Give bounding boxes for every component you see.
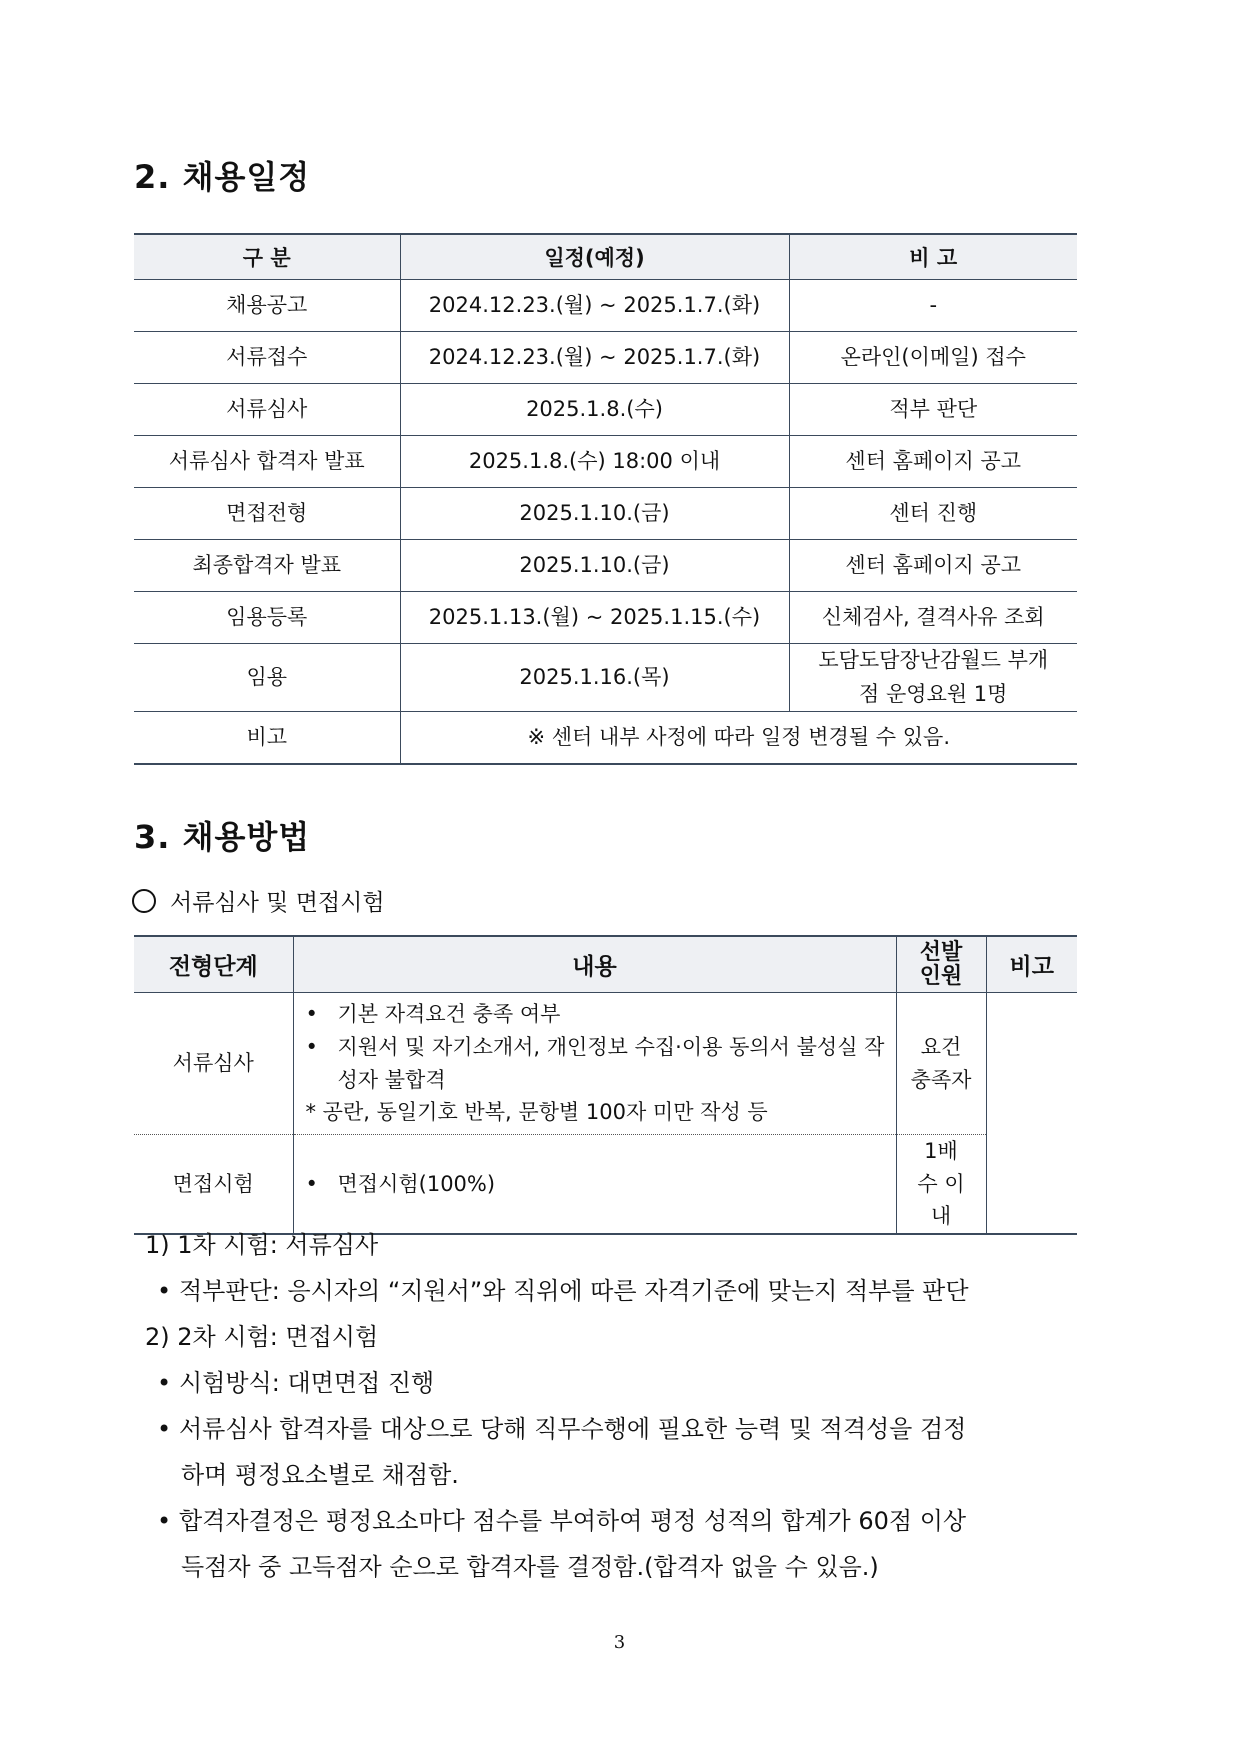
exam-step-2-bullet — [145, 1360, 1085, 1406]
schedule-header-row — [134, 234, 1077, 280]
method-row-interview — [134, 1135, 1077, 1234]
header-category: 구 분 — [134, 234, 400, 280]
schedule-remark: - — [789, 280, 1077, 332]
method-stage: 면접시험 — [172, 1171, 254, 1196]
exam-step-1: 1) 1차 시험: 서류심사 — [145, 1231, 379, 1259]
schedule-date: 2025.1.10.(금) — [400, 488, 789, 540]
schedule-row — [134, 644, 1077, 712]
method-header-row — [134, 936, 1077, 993]
schedule-category: 서류접수 — [134, 332, 400, 384]
schedule-date: 2025.1.13.(월) ~ 2025.1.15.(수) — [400, 592, 789, 644]
schedule-row — [134, 436, 1077, 488]
schedule-table — [134, 233, 1077, 765]
method-row-document — [134, 993, 1077, 1135]
page-number: 3 — [613, 1632, 626, 1653]
bullet-text: 적부판단: 응시자의 “지원서”와 직위에 따른 자격기준에 맞는지 적부를 판단 — [179, 1277, 969, 1305]
content-bullet: • 지원서 및 자기소개서, 개인정보 수집·이용 동의서 불성실 작성자 불합격 — [304, 1031, 890, 1096]
content-bullet: • 기본 자격요건 충족 여부 — [304, 998, 890, 1031]
schedule-remark: 센터 홈페이지 공고 — [789, 540, 1077, 592]
schedule-date: 2025.1.8.(수) 18:00 이내 — [400, 436, 789, 488]
method-subtitle — [132, 884, 385, 917]
exam-step-2-bullet — [145, 1406, 1085, 1452]
header-remark: 비고 — [986, 936, 1077, 993]
schedule-date: 2024.12.23.(월) ~ 2025.1.7.(화) — [400, 332, 789, 384]
schedule-note-row — [134, 712, 1077, 765]
schedule-remark: 센터 진행 — [789, 488, 1077, 540]
schedule-remark: 센터 홈페이지 공고 — [789, 436, 1077, 488]
schedule-date: 2025.1.10.(금) — [400, 540, 789, 592]
schedule-category: 최종합격자 발표 — [134, 540, 400, 592]
method-content — [293, 1135, 896, 1234]
bullet-text: 서류심사 합격자를 대상으로 당해 직무수행에 필요한 능력 및 적격성을 검정 — [179, 1415, 967, 1443]
schedule-row — [134, 332, 1077, 384]
method-table — [134, 935, 1077, 1235]
header-date: 일정(예정) — [400, 234, 789, 280]
header-remark: 비 고 — [789, 234, 1077, 280]
schedule-category: 채용공고 — [134, 280, 400, 332]
method-count: 1배수 이내 — [896, 1135, 986, 1234]
schedule-date: 2025.1.8.(수) — [400, 384, 789, 436]
bullet-text: 시험방식: 대면면접 진행 — [179, 1369, 435, 1397]
method-stage: 서류심사 — [134, 993, 293, 1135]
schedule-note-label: 비고 — [134, 712, 400, 765]
content-bullet: • 면접시험(100%) — [304, 1168, 890, 1201]
schedule-note-text: ※ 센터 내부 사정에 따라 일정 변경될 수 있음. — [400, 712, 1077, 765]
content-note: * 공란, 동일기호 반복, 문항별 100자 미만 작성 등 — [305, 1100, 768, 1125]
method-details — [145, 1222, 1085, 1590]
schedule-row — [134, 540, 1077, 592]
schedule-remark: 온라인(이메일) 접수 — [789, 332, 1077, 384]
schedule-category: 면접전형 — [134, 488, 400, 540]
schedule-category: 임용등록 — [134, 592, 400, 644]
schedule-remark: 적부 판단 — [789, 384, 1077, 436]
section-2-title: 2. 채용일정 — [134, 158, 311, 196]
method-subtitle-text: 서류심사 및 면접시험 — [170, 890, 385, 916]
schedule-date: 2025.1.16.(목) — [400, 644, 789, 712]
schedule-row — [134, 592, 1077, 644]
method-content — [293, 993, 896, 1135]
method-remark — [986, 993, 1077, 1234]
schedule-category: 서류심사 — [134, 384, 400, 436]
schedule-date: 2024.12.23.(월) ~ 2025.1.7.(화) — [400, 280, 789, 332]
header-content: 내용 — [293, 936, 896, 993]
schedule-row — [134, 384, 1077, 436]
schedule-category: 임용 — [134, 644, 400, 712]
circle-bullet-icon — [132, 889, 156, 913]
schedule-row — [134, 280, 1077, 332]
bullet-continuation: 득점자 중 고득점자 순으로 합격자를 결정함.(합격자 없을 수 있음.) — [181, 1553, 879, 1581]
method-count: 요건 충족자 — [896, 993, 986, 1135]
schedule-row — [134, 488, 1077, 540]
bullet-continuation: 하며 평정요소별로 채점함. — [181, 1461, 459, 1489]
exam-step-2-bullet — [145, 1498, 1085, 1544]
exam-step-2: 2) 2차 시험: 면접시험 — [145, 1323, 379, 1351]
section-3-title: 3. 채용방법 — [134, 818, 311, 856]
schedule-remark: 도담도담장난감월드 부개점 운영요원 1명 — [789, 644, 1077, 712]
schedule-category: 서류심사 합격자 발표 — [134, 436, 400, 488]
schedule-remark: 신체검사, 결격사유 조회 — [789, 592, 1077, 644]
header-count: 선발인원 — [896, 936, 986, 993]
exam-step-1-bullet — [145, 1268, 1085, 1314]
header-stage: 전형단계 — [134, 936, 293, 993]
bullet-text: 합격자결정은 평정요소마다 점수를 부여하여 평정 성적의 합계가 60점 이상 — [179, 1507, 967, 1535]
